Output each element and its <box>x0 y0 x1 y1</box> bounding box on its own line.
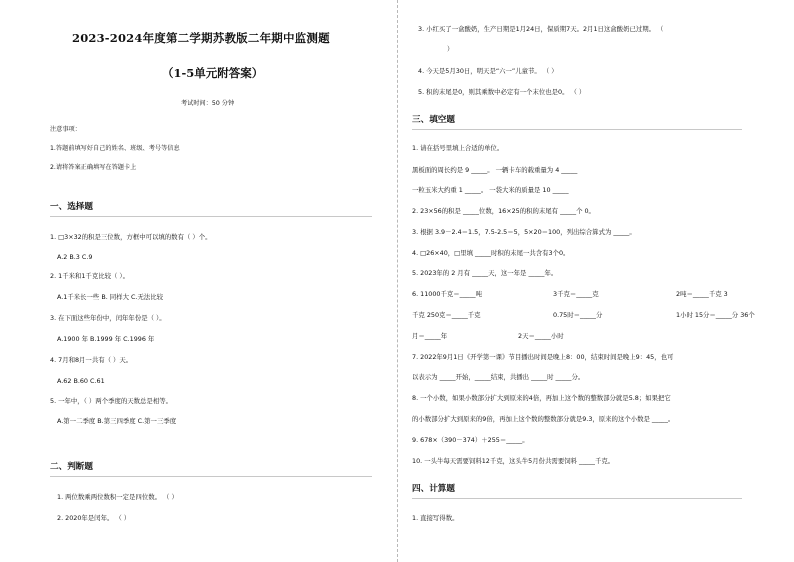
column-divider <box>397 0 398 562</box>
section-rule <box>412 129 742 130</box>
question-line: 5. 一年中，（ ）两个季度的天数总是相等。 <box>50 397 172 405</box>
options-line: A.1千米长一些 B. 同样大 C.无法比较 <box>57 293 164 301</box>
question-line: 3. 小红买了一盒酸奶，生产日期是1月24日，保质期7天。2月1日这盒酸奶已过期。 （ <box>418 25 664 33</box>
question-line: 2. 2020年是闰年。 （ ） <box>57 514 131 522</box>
question-line: 3. 根据 3.9－2.4＝1.5，7.5-2.5＝5，5×20＝100，列出综合算式为 _____。 <box>412 228 636 236</box>
question-line: 9. 678×（390－374）＋255＝_____。 <box>412 436 529 444</box>
section-heading-calc: 四、计算题 <box>412 484 455 494</box>
question-line: 7. 2022年9月1日《开学第一课》节目播出时间是晚上8：00，结束时间是晚上9：45，也可 <box>412 353 674 361</box>
question-line: 1. □3×32的积是三位数，方框中可以填的数有（ ）个。 <box>50 233 212 241</box>
page-title: 2023-2024年度第二学期苏教版二年期中监测题 <box>72 31 330 45</box>
notes-heading: 注意事项： <box>50 126 81 133</box>
question-line: 4. 7月和8月一共有（ ）天。 <box>50 356 133 364</box>
question-line: 2. 23×56的积是 _____位数，16×25的积的末尾有 _____个 0。 <box>412 207 595 215</box>
page-subtitle: （1-5单元附答案） <box>162 66 264 80</box>
question-line: 8. 一个小数，如果小数部分扩大到原来的4倍，再加上这个数的整数部分就是5.8；如果把它 <box>412 394 671 402</box>
question-line: 10. 一头牛每天需要饲料12千克，这头牛5月份共需要饲料 _____千克。 <box>412 457 615 465</box>
options-line: A.2 B.3 C.9 <box>57 253 93 261</box>
question-line: 以表示为 _____开始，_____结束，共播出 _____时 _____分。 <box>412 373 585 381</box>
section-rule <box>50 476 372 477</box>
question-line: 5. 2023年的 2 月有 _____天，这一年是 _____年。 <box>412 269 558 277</box>
question-line: 千克 250克＝_____千克 <box>412 311 481 319</box>
section-rule <box>50 216 372 217</box>
question-line: 3. 在下面这些年份中，闰年年份是（ ）。 <box>50 314 166 322</box>
question-line: 3千克＝_____克 <box>553 290 599 298</box>
section-heading-judge: 二、判断题 <box>50 462 93 472</box>
options-line: A.第一二季度 B.第三四季度 C.第一三季度 <box>57 417 177 425</box>
note-item: 2.请将答案正确填写在答题卡上 <box>50 164 137 171</box>
question-line: 2. 1千米和1千克比较（ ）。 <box>50 272 129 280</box>
question-line: 2天＝_____小时 <box>518 332 564 340</box>
question-line: 4. 今天是5月30日，明天是“六一”儿童节。 （ ） <box>418 67 558 75</box>
question-line: 1. 两位数乘两位数积一定是四位数。 （ ） <box>57 493 178 501</box>
question-line: 6. 11000千克＝_____吨 <box>412 290 482 298</box>
section-rule <box>412 498 742 499</box>
question-line: 4. □26×40，□里填 _____时积的末尾一共含有3个0。 <box>412 249 570 257</box>
question-line: 2吨＝_____千克 3 <box>676 290 728 298</box>
question-line: 的小数部分扩大到原来的9倍，再加上这个数的整数部分就是9.3，原来的这个小数是 _____。 <box>412 415 675 423</box>
question-line: 1小时 15分＝_____分 36个 <box>676 311 755 319</box>
section-heading-fill: 三、填空题 <box>412 115 455 125</box>
question-line: 5. 积的末尾是0，则其乘数中必定有一个末位也是0。 （ ） <box>418 88 586 96</box>
note-item: 1.答题前填写好自己的姓名、班级、考号等信息 <box>50 145 180 152</box>
options-line: A.62 B.60 C.61 <box>57 377 105 385</box>
section-heading-choice: 一、选择题 <box>50 202 93 212</box>
question-line: 1. 请在括号里填上合适的单位。 <box>412 144 504 152</box>
exam-time: 考试时间：50 分钟 <box>181 100 235 107</box>
options-line: A.1900 年 B.1999 年 C.1996 年 <box>57 335 155 343</box>
question-line: ） <box>447 45 454 53</box>
question-line: 1. 直接写得数。 <box>412 514 459 522</box>
question-line: 0.75时＝_____分 <box>553 311 603 319</box>
question-line: 一粒玉米大约重 1 _____。 一袋大米的质量是 10 _____ <box>412 186 569 194</box>
question-line: 黑板面的周长约是 9 _____。 一辆卡车的载重量为 4 _____ <box>412 166 578 174</box>
question-line: 月＝_____年 <box>412 332 448 340</box>
